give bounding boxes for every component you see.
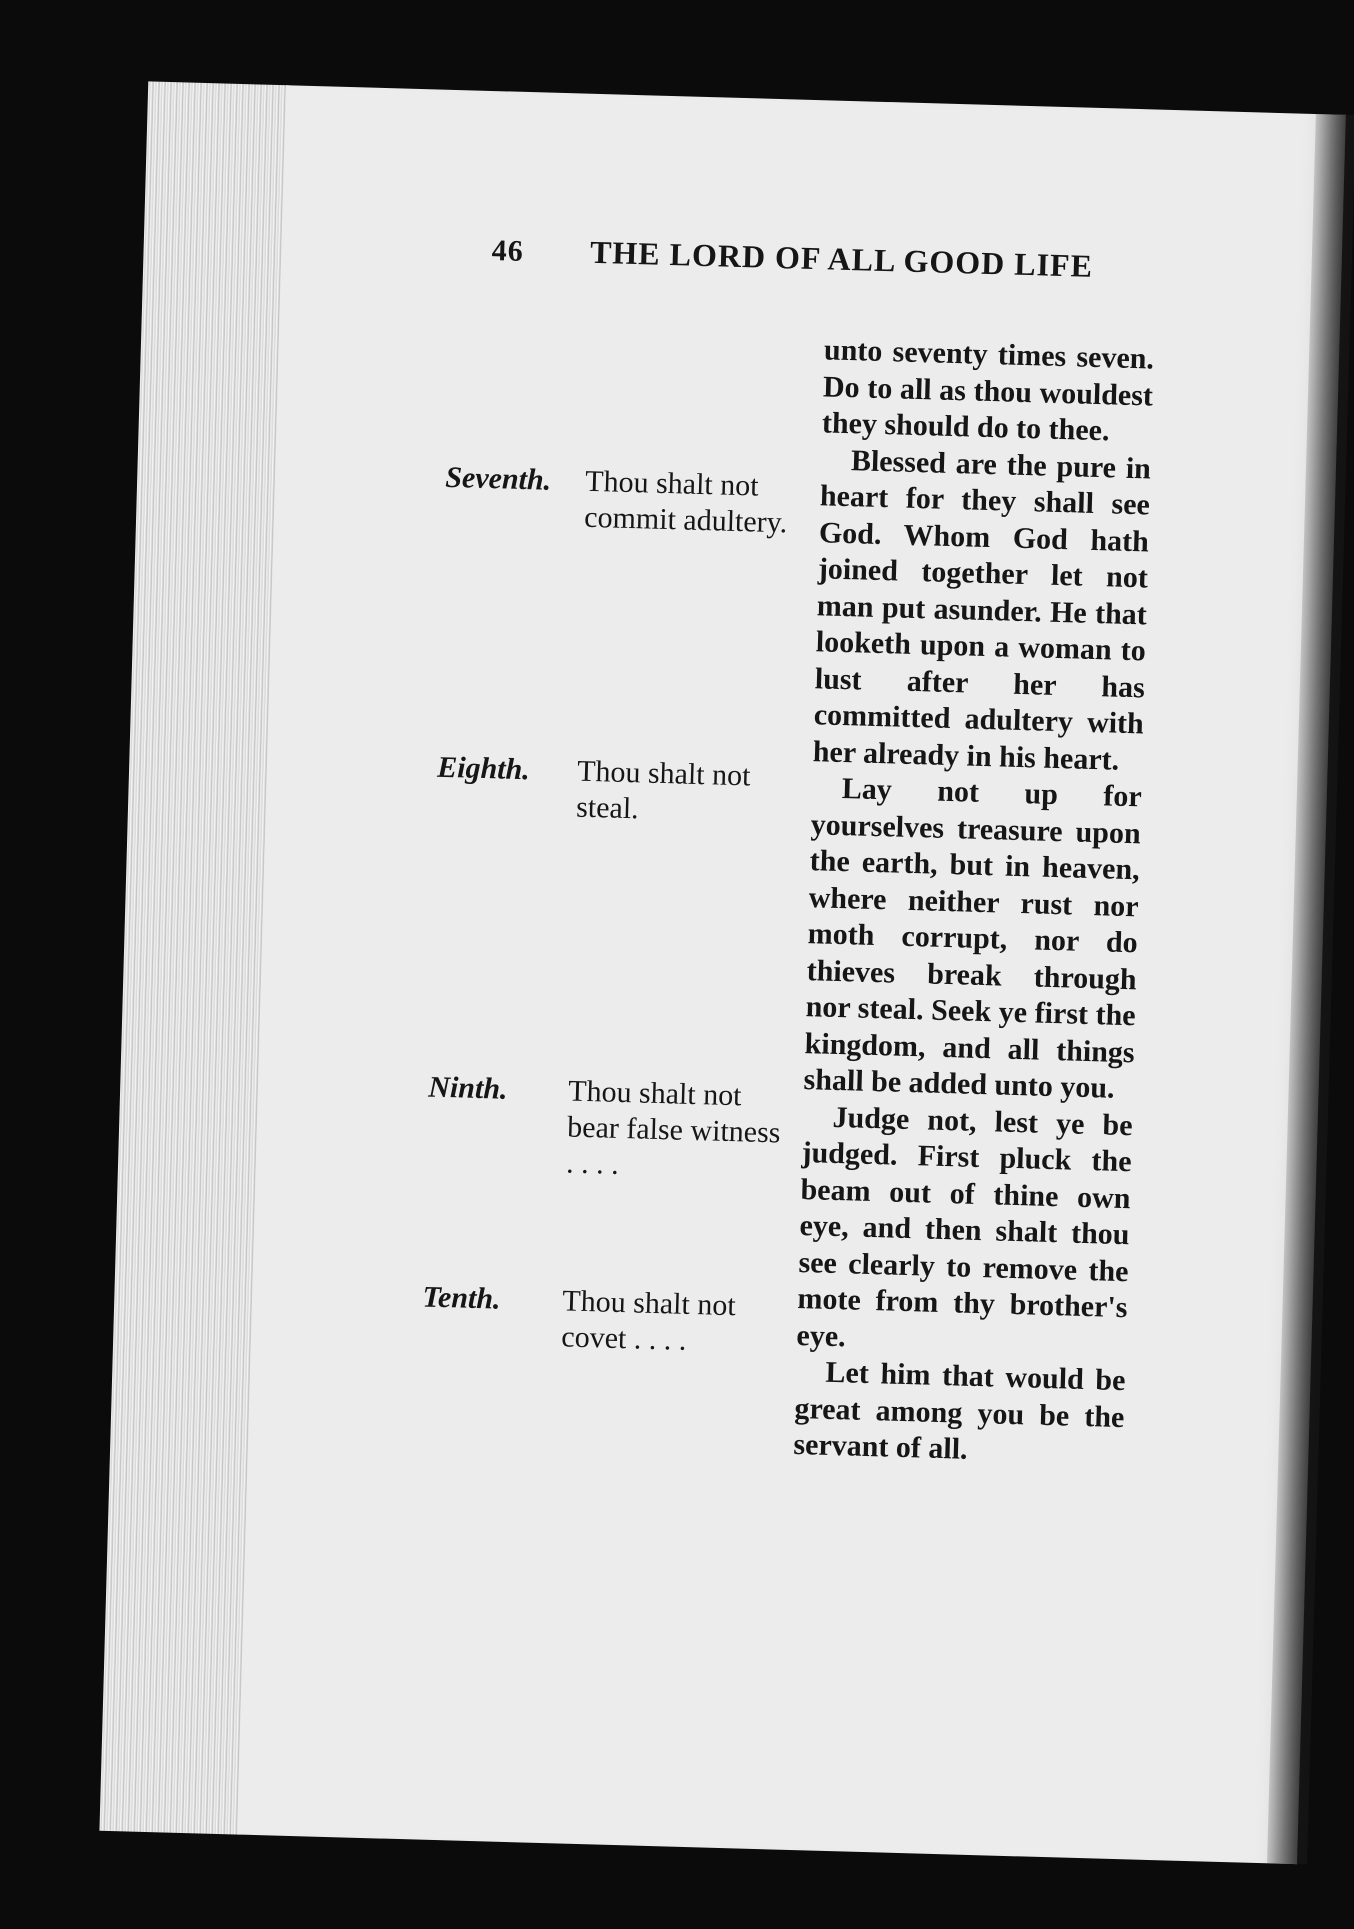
commandment-eighth	[436, 750, 808, 832]
commandment-ordinal: Ninth.	[427, 1070, 508, 1106]
teaching-paragraph: Judge not, lest ye be judged. First pluck the beam out of thine own eye, and then shalt thou see clearly to remove the mote from thy brother's eye.	[796, 1100, 1134, 1353]
running-title: THE LORD OF ALL GOOD LIFE	[589, 233, 1094, 284]
teachings-column	[793, 332, 1154, 1472]
teaching-paragraph: Lay not up for yourselves treasure upon the earth, but in heaven, where neither rust nor moth corrupt, nor do thieves break through nor steal. Seek ye first the kingdom, and all things shall be added unto you.	[803, 772, 1143, 1105]
commandment-ninth	[426, 1070, 799, 1188]
commandment-line: steal.	[575, 790, 640, 826]
commandment-line: Thou shalt not	[567, 1074, 742, 1113]
commandment-tenth	[421, 1280, 793, 1362]
commandment-ordinal: Seventh.	[444, 460, 552, 497]
commandment-ordinal: Eighth.	[436, 750, 531, 787]
teaching-paragraph: Let him that would be great among you be the servant of all.	[793, 1355, 1126, 1466]
page-number: 46	[491, 234, 525, 268]
commandment-line: Thou shalt not	[584, 464, 760, 503]
commandment-ordinal: Tenth.	[422, 1280, 501, 1316]
commandment-line: Thou shalt not	[576, 754, 751, 793]
book-page	[237, 85, 1345, 1864]
teaching-paragraph: Blessed are the pure in heart for they shall see God. Whom God hath joined together let not man put asunder. He that looketh upon a woman to lust after her has committed adultery with her already in his heart.	[812, 443, 1152, 777]
commandment-line: . . . .	[565, 1146, 620, 1181]
running-header	[491, 231, 1252, 289]
commandment-line: covet . . . .	[560, 1320, 687, 1357]
commandment-line: commit adultery.	[583, 500, 788, 540]
teaching-paragraph: unto seventy times seven. Do to all as thou wouldest they should do to thee.	[821, 333, 1155, 448]
commandment-line: bear false witness	[566, 1110, 781, 1150]
commandment-seventh	[444, 460, 816, 542]
open-book	[49, 20, 1354, 1894]
commandment-line: Thou shalt not	[561, 1284, 737, 1323]
